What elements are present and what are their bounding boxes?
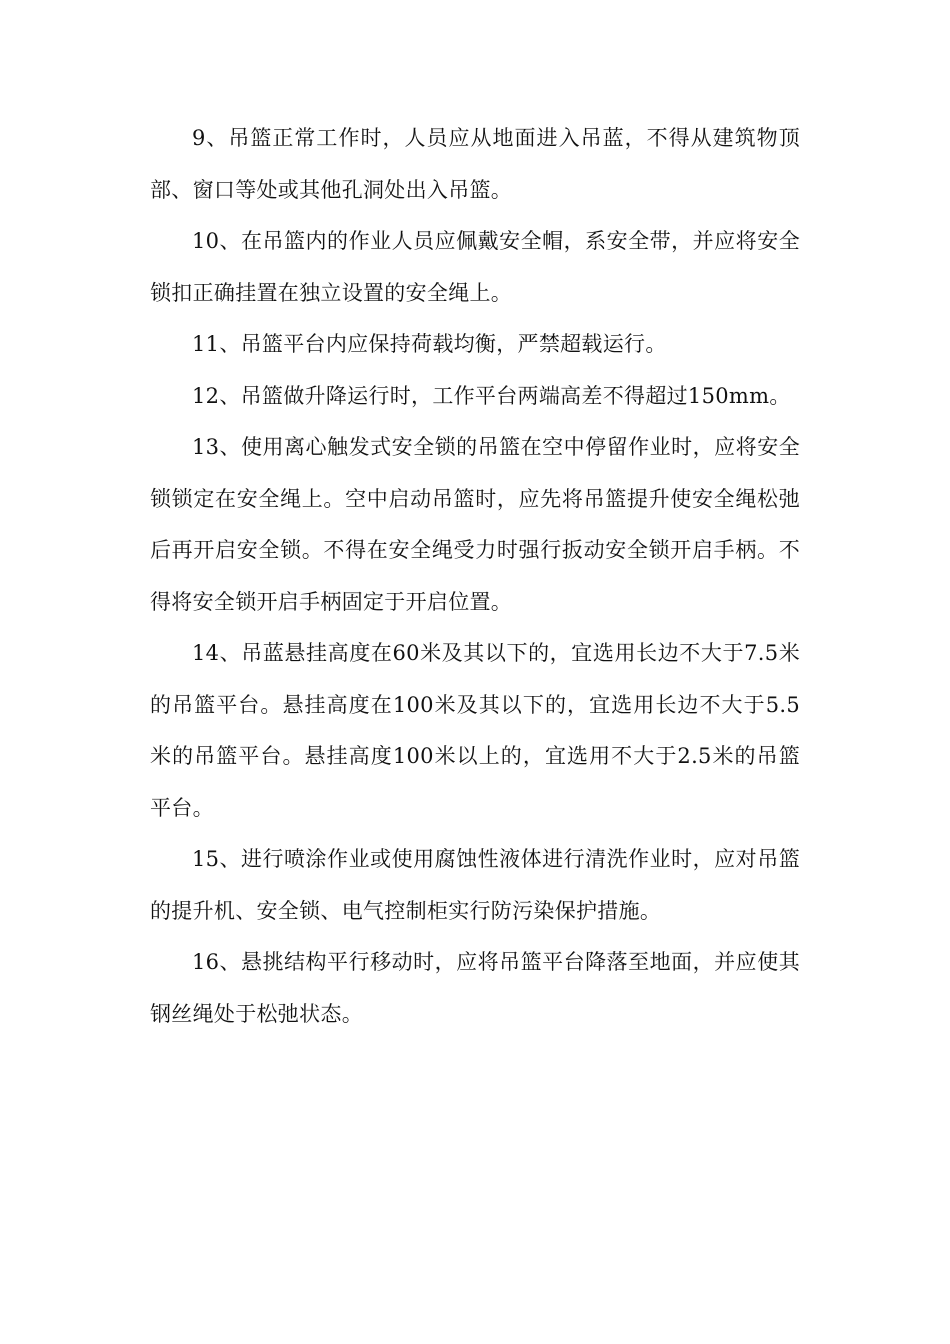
paragraph-item-15: 15、进行喷涂作业或使用腐蚀性液体进行清洗作业时，应对吊篮的提升机、安全锁、电气控制柜实行防污染保护措施。 xyxy=(150,847,800,923)
paragraph-item-13: 13、使用离心触发式安全锁的吊篮在空中停留作业时，应将安全锁锁定在安全绳上。空中启动吊篮时，应先将吊篮提升使安全绳松弛后再开启安全锁。不得在安全绳受力时强行扳动安全锁开启手柄。不得将安全锁开启手柄固定于开启位置。 xyxy=(150,435,800,614)
paragraph-item-14: 14、吊蓝悬挂高度在60米及其以下的，宜选用长边不大于7.5米的吊篮平台。悬挂高度在100米及其以下的，宜选用长边不大于5.5米的吊篮平台。悬挂高度100米以上的，宜选用不大于2.5米的吊篮平台。 xyxy=(150,641,800,820)
paragraph-item-10: 10、在吊篮内的作业人员应佩戴安全帽，系安全带，并应将安全锁扣正确挂置在独立设置的安全绳上。 xyxy=(150,229,800,305)
paragraph-item-16: 16、悬挑结构平行移动时，应将吊篮平台降落至地面，并应使其钢丝绳处于松弛状态。 xyxy=(150,950,800,1026)
document-body xyxy=(150,113,800,1040)
paragraph-item-9: 9、吊篮正常工作时，人员应从地面进入吊蓝，不得从建筑物顶部、窗口等处或其他孔洞处出入吊篮。 xyxy=(150,126,800,202)
paragraph-item-12: 12、吊篮做升降运行时，工作平台两端高差不得超过150mm。 xyxy=(192,383,791,408)
paragraph-item-11: 11、吊篮平台内应保持荷载均衡，严禁超载运行。 xyxy=(192,332,667,356)
